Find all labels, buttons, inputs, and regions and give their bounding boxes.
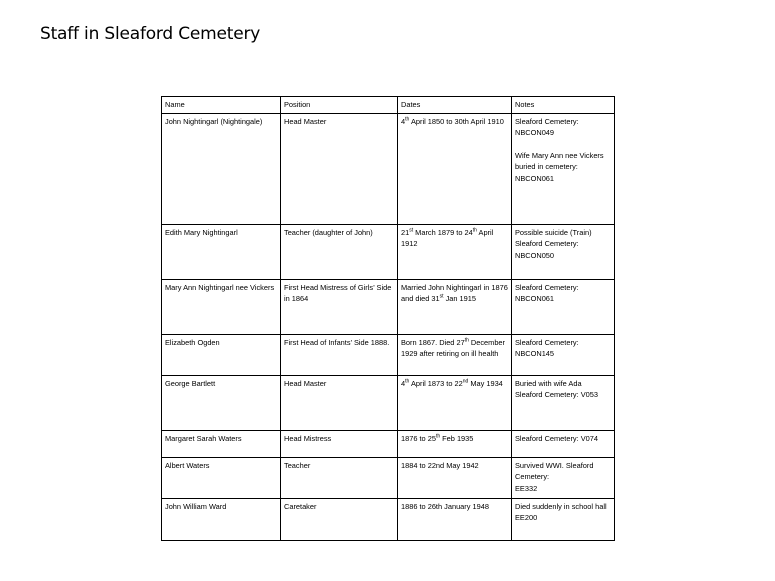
cell-notes: Survived WWI. Sleaford Cemetery: EE332 [512,457,615,498]
table-row [162,279,615,334]
cell-dates: 1886 to 26th January 1948 [398,498,512,540]
cell-position: First Head of Infants’ Side 1888. [281,334,398,375]
cell-name: John Nightingarl (Nightingale) [162,113,281,224]
cell-position: Teacher (daughter of John) [281,224,398,279]
header-notes: Notes [512,97,615,114]
cell-dates: Born 1867. Died 27th December 1929 after retiring on ill health [398,334,512,375]
cell-notes: Died suddenly in school hall EE200 [512,498,615,540]
cell-name: Elizabeth Ogden [162,334,281,375]
cell-name: Edith Mary Nightingarl [162,224,281,279]
cell-position: Head Mistress [281,430,398,457]
cell-notes: Sleaford Cemetery: NBCON145 [512,334,615,375]
header-name: Name [162,97,281,114]
table-row [162,430,615,457]
table-row [162,113,615,224]
page-title: Staff in Sleaford Cemetery [40,24,261,44]
cell-dates: 21st March 1879 to 24th April 1912 [398,224,512,279]
cell-position: Caretaker [281,498,398,540]
cell-name: John William Ward [162,498,281,540]
table-row [162,457,615,498]
cell-position: Head Master [281,375,398,430]
cell-dates: 4th April 1873 to 22nd May 1934 [398,375,512,430]
header-dates: Dates [398,97,512,114]
cell-name: Albert Waters [162,457,281,498]
header-position: Position [281,97,398,114]
table-row [162,375,615,430]
cell-notes: Sleaford Cemetery: NBCON049 Wife Mary Ann nee Vickers buried in cemetery: NBCON061 [512,113,615,224]
table-row [162,334,615,375]
table-row [162,224,615,279]
table-header-row [162,97,615,114]
staff-table [161,96,615,541]
cell-name: Mary Ann Nightingarl nee Vickers [162,279,281,334]
cell-dates: 1884 to 22nd May 1942 [398,457,512,498]
cell-position: Teacher [281,457,398,498]
cell-notes: Possible suicide (Train) Sleaford Cemetery: NBCON050 [512,224,615,279]
cell-notes: Buried with wife Ada Sleaford Cemetery: V053 [512,375,615,430]
cell-dates: 1876 to 25th Feb 1935 [398,430,512,457]
cell-position: First Head Mistress of Girls’ Side in 1864 [281,279,398,334]
cell-notes: Sleaford Cemetery: NBCON061 [512,279,615,334]
cell-name: Margaret Sarah Waters [162,430,281,457]
cell-dates: Married John Nightingarl in 1876 and died 31st Jan 1915 [398,279,512,334]
cell-notes: Sleaford Cemetery: V074 [512,430,615,457]
cell-dates: 4th April 1850 to 30th April 1910 [398,113,512,224]
table-row [162,498,615,540]
cell-position: Head Master [281,113,398,224]
cell-name: George Bartlett [162,375,281,430]
